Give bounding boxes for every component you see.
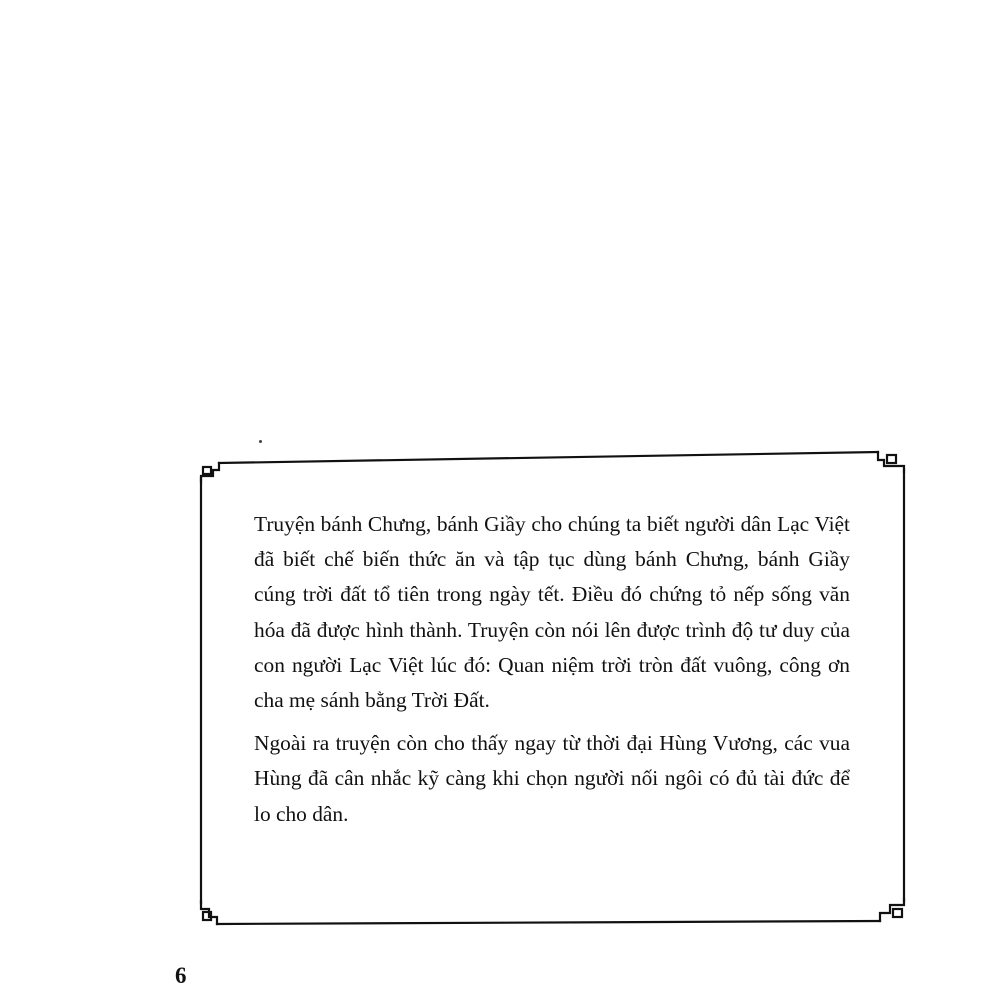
boxed-text <box>254 507 850 832</box>
page-number: 6 <box>175 963 187 988</box>
corner-ornament-top-left <box>201 463 219 482</box>
corner-ornament-top-right <box>878 452 904 472</box>
paragraph: Truyện bánh Chưng, bánh Giầy cho chúng ta biết người dân Lạc Việt đã biết chế biến thức ăn và tập tục dùng bánh Chưng, bánh Giầy cúng trời đất tổ tiên trong ngày tết. Điều đó chứng tỏ nếp sống văn hóa đã được hình thành. Truyện còn nói lên được trình độ tư duy của con người Lạc Việt lúc đó: Quan niệm trời tròn đất vuông, công ơn cha mẹ sánh bằng Trời Đất. <box>254 512 850 713</box>
paragraph: Ngoài ra truyện còn cho thấy ngay từ thời đại Hùng Vương, các vua Hùng đã cân nhắc kỹ càng khi chọn người nối ngôi có đủ tài đức để lo cho dân. <box>254 731 850 826</box>
ink-speck <box>259 440 262 443</box>
corner-ornament-bottom-right <box>880 899 904 921</box>
corner-ornament-bottom-left <box>201 901 217 924</box>
